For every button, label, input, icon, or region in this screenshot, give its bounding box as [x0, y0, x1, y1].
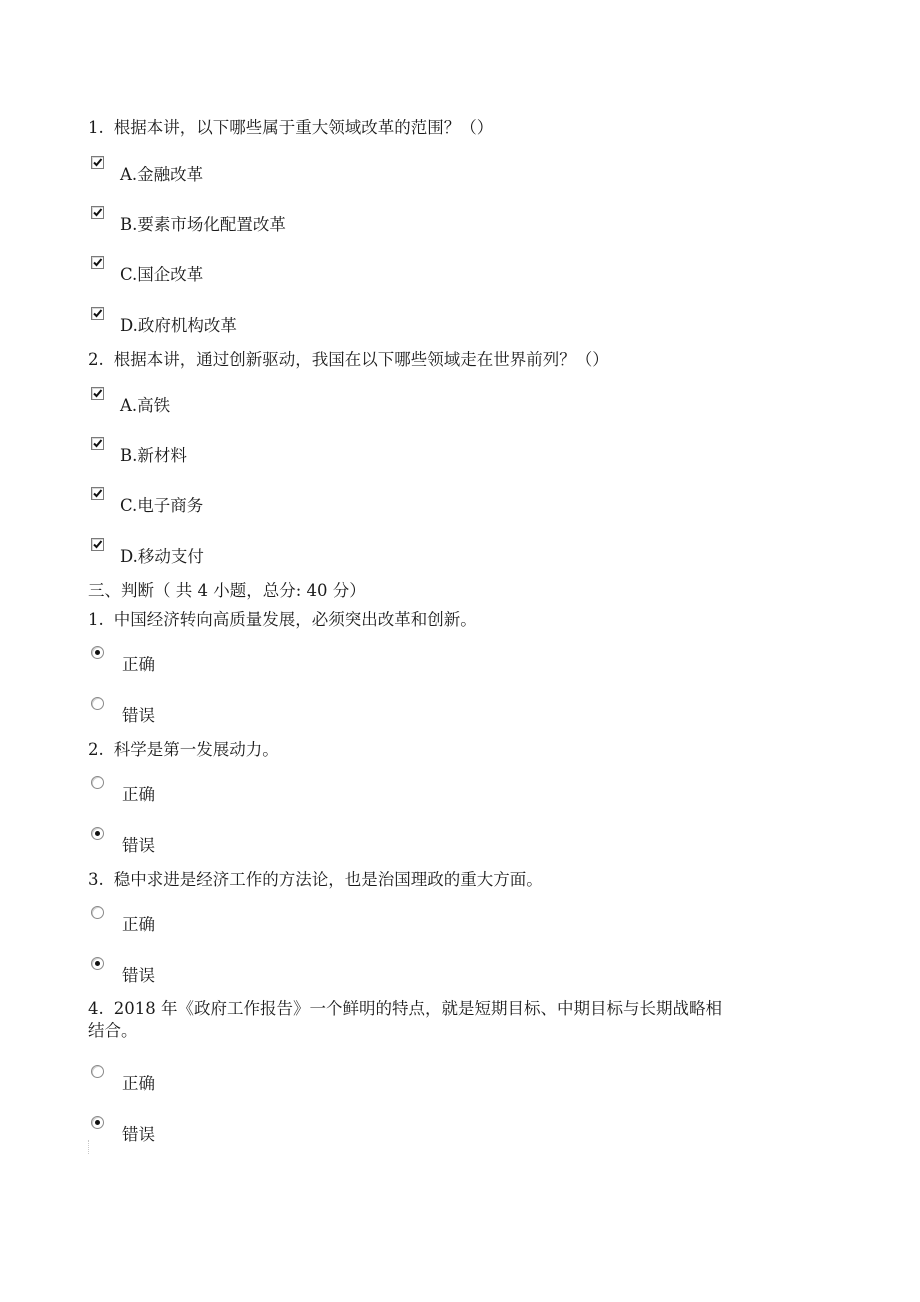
checkbox-checked[interactable]	[91, 437, 104, 450]
checkbox-checked[interactable]	[91, 387, 104, 400]
margin-guide-line	[88, 1140, 89, 1154]
question-text: 根据本讲，通过创新驱动，我国在以下哪些领域走在世界前列？（）	[113, 350, 609, 369]
radio-unselected[interactable]	[91, 776, 104, 789]
judge-question-2	[88, 739, 279, 761]
question-number: 1.	[88, 118, 104, 137]
radio-selected[interactable]	[91, 1116, 104, 1129]
question-text: 科学是第一发展动力。	[113, 740, 279, 759]
option-label: 正确	[122, 915, 155, 934]
option-label: D.政府机构改革	[120, 316, 237, 335]
radio-unselected[interactable]	[91, 906, 104, 919]
question-text: 根据本讲，以下哪些属于重大领域改革的范围？（）	[113, 118, 494, 137]
checkbox-checked[interactable]	[91, 156, 104, 169]
checkbox-checked[interactable]	[91, 307, 104, 320]
checkmark-icon	[92, 388, 103, 399]
checkmark-icon	[92, 488, 103, 499]
checkbox-checked[interactable]	[91, 256, 104, 269]
judge-question-3	[88, 869, 543, 891]
option-label: D.移动支付	[120, 547, 204, 566]
option-label: 正确	[122, 655, 155, 674]
question-number: 3.	[88, 870, 104, 889]
radio-dot-icon	[95, 831, 100, 836]
question-number: 2.	[88, 740, 104, 759]
option-label: B.新材料	[120, 446, 187, 465]
option-label: C.电子商务	[120, 496, 204, 515]
checkbox-checked[interactable]	[91, 538, 104, 551]
radio-dot-icon	[95, 650, 100, 655]
judge-question-1	[88, 609, 477, 631]
radio-selected[interactable]	[91, 957, 104, 970]
radio-dot-icon	[95, 1120, 100, 1125]
question-number: 1.	[88, 610, 104, 629]
option-label: C.国企改革	[120, 265, 204, 284]
option-label: A.高铁	[120, 396, 171, 415]
option-label: 错误	[122, 1125, 155, 1144]
option-label: 正确	[122, 785, 155, 804]
option-label: A.金融改革	[120, 165, 204, 184]
option-label: 错误	[122, 966, 155, 985]
question-text: 2018 年《政府工作报告》一个鲜明的特点，就是短期目标、中期目标与长期战略相结合。	[88, 999, 722, 1040]
section-heading: 三、判断（ 共 4 小题，总分: 40 分）	[88, 581, 366, 600]
checkmark-icon	[92, 207, 103, 218]
radio-unselected[interactable]	[91, 697, 104, 710]
radio-unselected[interactable]	[91, 1065, 104, 1078]
checkmark-icon	[92, 157, 103, 168]
checkbox-checked[interactable]	[91, 487, 104, 500]
checkbox-checked[interactable]	[91, 206, 104, 219]
option-label: 错误	[122, 706, 155, 725]
checkmark-icon	[92, 539, 103, 550]
question-text: 中国经济转向高质量发展，必须突出改革和创新。	[113, 610, 477, 629]
option-label: B.要素市场化配置改革	[120, 215, 286, 234]
question-2-multi	[88, 349, 609, 371]
judge-question-4	[88, 998, 738, 1042]
radio-selected[interactable]	[91, 646, 104, 659]
option-label: 正确	[122, 1074, 155, 1093]
question-number: 4.	[88, 999, 104, 1018]
option-label: 错误	[122, 836, 155, 855]
question-1-multi	[88, 117, 493, 139]
question-text: 稳中求进是经济工作的方法论，也是治国理政的重大方面。	[113, 870, 543, 889]
checkmark-icon	[92, 257, 103, 268]
checkmark-icon	[92, 438, 103, 449]
checkmark-icon	[92, 308, 103, 319]
radio-dot-icon	[95, 961, 100, 966]
question-number: 2.	[88, 350, 104, 369]
radio-selected[interactable]	[91, 827, 104, 840]
